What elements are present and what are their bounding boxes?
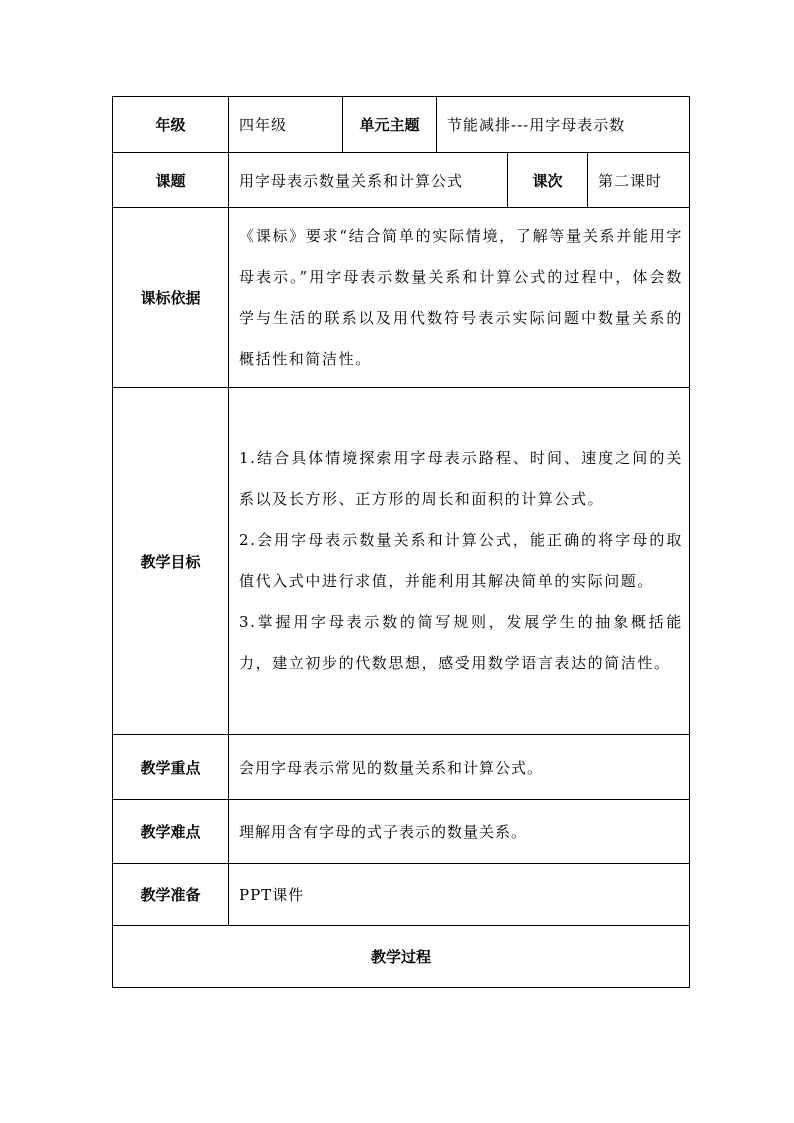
- unit-theme-label: 单元主题: [343, 97, 437, 153]
- topic-value: 用字母表示数量关系和计算公式: [229, 153, 508, 208]
- grade-label: 年级: [113, 97, 229, 153]
- row-grade-unit: [113, 97, 690, 153]
- difficulties-text: 理解用含有字母的式子表示的数量关系。: [229, 800, 690, 864]
- row-preparation: [113, 864, 690, 926]
- row-difficulties: [113, 800, 690, 864]
- key-points-text: 会用字母表示常见的数量关系和计算公式。: [229, 735, 690, 800]
- teaching-process-heading: 教学过程: [113, 926, 690, 988]
- row-teaching-process: [113, 926, 690, 988]
- curriculum-basis-label: 课标依据: [113, 208, 229, 388]
- session-value: 第二课时: [588, 153, 690, 208]
- curriculum-basis-text: [229, 208, 690, 388]
- session-label: 课次: [508, 153, 588, 208]
- goal-item-2: 2.会用字母表示数量关系和计算公式，能正确的将字母的取值代入式中进行求值，并能利用其解决简单的实际问题。: [239, 531, 684, 590]
- grade-value: 四年级: [229, 97, 343, 153]
- goal-item-3: 3.掌握用字母表示数的简写规则，发展学生的抽象概括能力，建立初步的代数思想，感受用数学语言表达的简洁性。: [239, 613, 684, 672]
- difficulties-label: 教学难点: [113, 800, 229, 864]
- key-points-label: 教学重点: [113, 735, 229, 800]
- topic-label: 课题: [113, 153, 229, 208]
- lesson-plan-table: [112, 96, 690, 988]
- preparation-label: 教学准备: [113, 864, 229, 926]
- teaching-goals-label: 教学目标: [113, 388, 229, 735]
- row-topic-session: [113, 153, 690, 208]
- goal-item-1: 1.结合具体情境探索用字母表示路程、时间、速度之间的关系以及长方形、正方形的周长和面积的计算公式。: [239, 449, 684, 508]
- row-curriculum-basis: [113, 208, 690, 388]
- row-teaching-goals: [113, 388, 690, 735]
- curriculum-basis-paragraph: 《课标》要求“结合简单的实际情境，了解等量关系并能用字母表示。”用字母表示数量关系和计算公式的过程中，体会数学与生活的联系以及用代数符号表示实际问题中数量关系的概括性和简洁性。: [239, 226, 684, 368]
- preparation-text: PPT课件: [229, 864, 690, 926]
- unit-theme-value: 节能减排---用字母表示数: [437, 97, 690, 153]
- row-key-points: [113, 735, 690, 800]
- teaching-goals-content: [229, 388, 690, 735]
